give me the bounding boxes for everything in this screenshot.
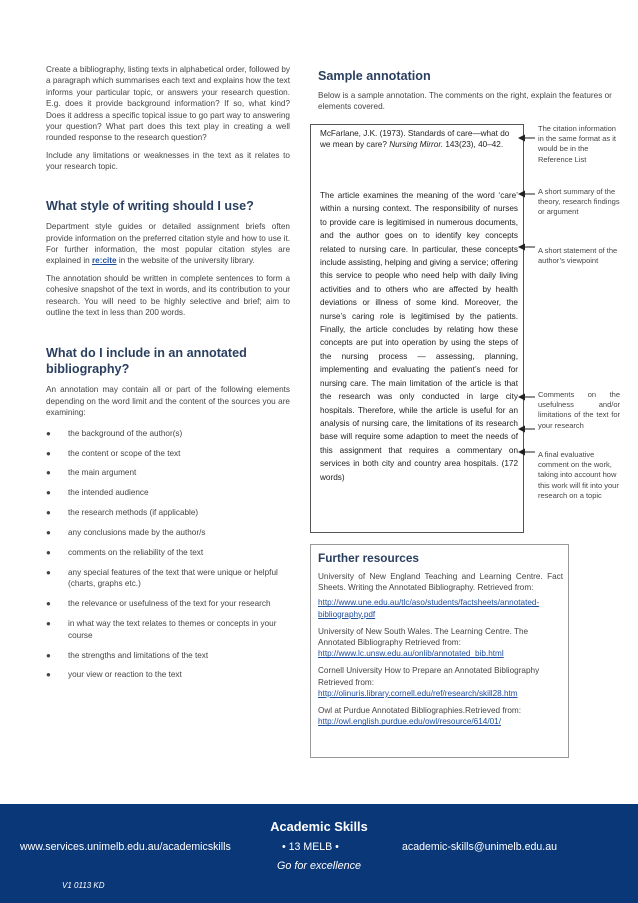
bullet-icon: ● xyxy=(46,548,51,558)
limitations-paragraph: Include any limitations or weaknesses in the text as it relates to your research topic. xyxy=(46,150,290,172)
left-column xyxy=(46,64,290,689)
style-paragraph-post: in the website of the university library. xyxy=(118,256,255,266)
bullet-icon: ● xyxy=(46,650,51,660)
resource-purdue-link[interactable]: http://owl.english.purdue.edu/owl/resource/614/01/ xyxy=(318,717,501,727)
resource-unsw-text: University of New South Wales. The Learning Centre. The Annotated Bibliography Retrieved from: xyxy=(318,626,529,648)
resource-une-link[interactable]: http://www.une.edu.au/tlc/aso/students/factsheets/annotated-bibliography.pdf xyxy=(318,598,540,619)
list-item: ● comments on the reliability of the text xyxy=(46,548,204,558)
annotation-text: The article examines the meaning of the word ‘care’ within a nursing context. The responsibility of nurses to provide care is legitimised in numerous documents, and the author goes on to identify key concepts related to nursing care. In particular, these concepts include assisting, helping and giving a service; offering this service to people who need help with daily living activities and to others who are affected by health deviations or illness of some kind. Moreover, the nurse’s caring role is legitimised by the patients. Finally, the article concludes by relating how these concepts are put into operation by using the steps of the nursing process — assessing, planning, implementing and evaluating the patient’s need for nursing care. The main limitation of the article is that the research was only conducted in large city hospitals. Therefore, while the article is useful for an analysis of nursing care, the limitations of its research base will require some adaption to meet the needs of this assignment that requires a commentary on services in both city and country area hospitals. (172 words) xyxy=(320,191,518,482)
list-item: ● in what way the text relates to themes or concepts in your course xyxy=(46,619,277,640)
list-item: ● the background of the author(s) xyxy=(46,428,183,438)
bullet-icon: ● xyxy=(46,528,51,538)
resource-cornell-link[interactable]: http://olinuris.library.cornell.edu/ref/research/skill28.htm xyxy=(318,688,518,698)
style-heading: What style of writing should I use? xyxy=(46,198,254,213)
intro-paragraph: Create a bibliography, listing texts in alphabetical order, followed by a paragraph which summarises each text and explains how the text informs your particular topic, or answers your research question. E.g. does it provide background information? If so, what kind? Does it address a specific topical issue to go part way to answering your question? What part does this text play in creating a well rounded response to the research question? xyxy=(46,65,290,143)
recite-link[interactable]: re:cite xyxy=(91,256,117,266)
citation-text: McFarlane, J.K. (1973). Standards of care—what do we mean by care? Nursing Mirror. 143(23), 40–42. xyxy=(320,129,510,150)
include-paragraph: An annotation may contain all or part of the following elements depending on the word limit and the content of the sources you are examining: xyxy=(46,385,290,418)
note-viewpoint: A short statement of the author’s viewpoint xyxy=(538,246,618,266)
bullet-icon: ● xyxy=(46,670,51,680)
resource-une-text: University of New England Teaching and Learning Centre. Fact Sheets. Writing the Annotated Bibliography. Retrieved from: xyxy=(318,572,563,593)
length-paragraph: The annotation should be written in complete sentences to form a cohesive snapshot of the text in words, and its contribution to your research. You will need to be highly selective and brief; aim to outline the text in less than 200 words. xyxy=(46,273,290,317)
sample-title: Sample annotation xyxy=(318,69,431,83)
bullet-icon: ● xyxy=(46,468,51,478)
list-item: ● the relevance or usefulness of the text for your research xyxy=(46,599,271,609)
note-final: A final evaluative comment on the work, taking into account how this work will fit into your research on a topic xyxy=(538,450,619,500)
list-item: ● any conclusions made by the author/s xyxy=(46,528,206,538)
include-heading: What do I include in an annotated bibliography? xyxy=(46,346,247,376)
further-resources-title: Further resources xyxy=(318,551,419,565)
resource-purdue-text: Owl at Purdue Annotated Bibliographies.Retrieved from: xyxy=(318,706,521,716)
journal-title: Nursing Mirror. xyxy=(389,140,444,150)
footer-website-link[interactable]: www.services.unimelb.edu.au/academicskills xyxy=(20,841,231,853)
footer-tagline: Go for excellence xyxy=(276,860,362,872)
bullet-icon: ● xyxy=(46,567,51,577)
footer-email-link[interactable]: academic-skills@unimelb.edu.au xyxy=(402,841,558,853)
list-item: ● your view or reaction to the text xyxy=(46,670,182,680)
further-resources-box xyxy=(310,544,569,758)
bullet-icon: ● xyxy=(46,448,51,458)
list-item: ● the main argument xyxy=(46,468,137,478)
bullet-icon: ● xyxy=(46,508,51,518)
footer-title: Academic Skills xyxy=(270,819,368,834)
footer-phone: • 13 MELB • xyxy=(282,841,339,853)
resource-cornell-text: Cornell University How to Prepare an Annotated Bibliography Retrieved from: xyxy=(318,666,540,687)
bullet-icon: ● xyxy=(46,428,51,438)
list-item: ● any special features of the text that were unique or helpful (charts, graphs etc.) xyxy=(46,567,278,589)
note-comments: Comments on the usefulness and/or limitations of the text for your research xyxy=(538,390,620,430)
elements-list xyxy=(46,428,290,681)
bullet-icon: ● xyxy=(46,599,51,609)
bullet-icon: ● xyxy=(46,619,51,629)
style-paragraph-pre: Department style guides or detailed assignment briefs often provide information on the preferred citation style and how to use it. For further information, the most popular citation styles are explained in xyxy=(46,222,290,266)
footer xyxy=(0,804,638,903)
style-paragraph xyxy=(46,221,290,267)
list-item: ● the research methods (if applicable) xyxy=(46,508,199,518)
bullet-icon: ● xyxy=(46,488,51,498)
list-item: ● the intended audience xyxy=(46,488,149,498)
sample-intro: Below is a sample annotation. The comments on the right, explain the features or elements covered. xyxy=(318,91,612,112)
note-summary: A short summary of the theory, research findings or argument xyxy=(538,187,620,217)
right-column xyxy=(318,64,618,113)
list-item: ● the strengths and limitations of the text xyxy=(46,650,209,660)
note-citation: The citation information in the same format as it would be in the Reference List xyxy=(538,124,616,164)
list-item: ● the content or scope of the text xyxy=(46,448,181,458)
footer-version: V1 0113 KD xyxy=(62,881,105,890)
resource-unsw-link[interactable]: http://www.lc.unsw.edu.au/onlib/annotated_bib.html xyxy=(318,649,504,659)
